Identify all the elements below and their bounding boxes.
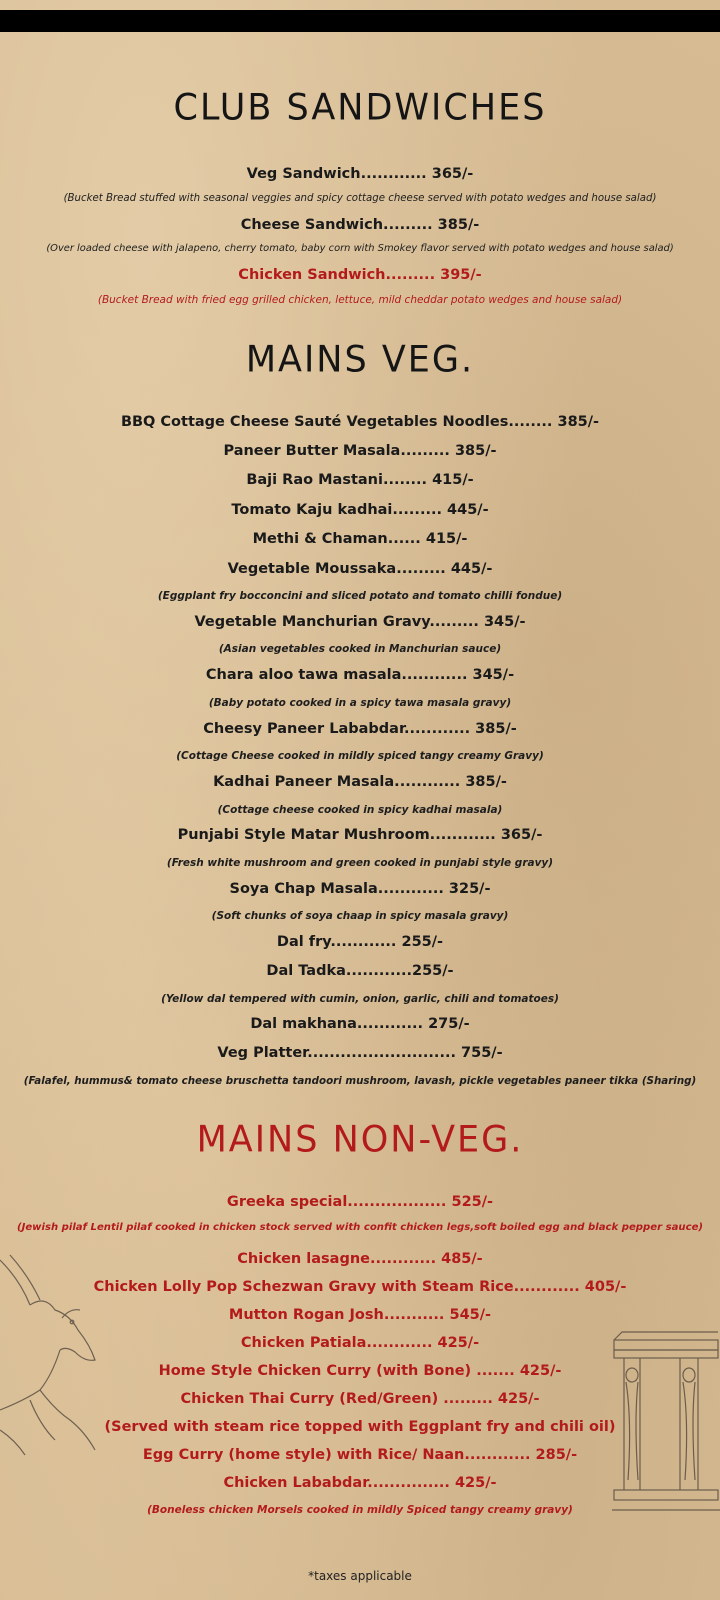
section-title-club-sandwiches: CLUB SANDWICHES [173,87,547,129]
menu-item: Paneer Butter Masala......... 385/- [223,443,497,459]
menu-item-description: (Jewish pilaf Lentil pilaf cooked in chicken stock served with confit chicken legs,soft boiled egg and black pepper sauce) [16,1222,704,1233]
menu-item-description: (Soft chunks of soya chaap in spicy masala gravy) [211,910,509,922]
menu-item-description: (Over loaded cheese with jalapeno, cherry tomato, baby corn with Smokey flavor served with potato wedges and house salad) [46,243,674,254]
menu-item: Tomato Kaju kadhai......... 445/- [231,502,489,518]
menu-item: Dal fry............ 255/- [276,934,444,950]
menu-item: Chicken lasagne............ 485/- [237,1251,483,1267]
greek-column-illustration [612,1330,720,1520]
menu-item: Cheesy Paneer Lababdar............ 385/- [203,721,517,737]
menu-item: Chicken Lababdar............... 425/- [223,1475,497,1491]
menu-item: Greeka special.................. 525/- [226,1194,494,1210]
menu-item: Dal makhana............ 275/- [250,1016,470,1032]
menu-item-cheese-sandwich: Cheese Sandwich......... 385/- [240,217,480,233]
menu-item-description: (Boneless chicken Morsels cooked in mildly Spiced tangy creamy gravy) [147,1504,573,1516]
menu-item: Baji Rao Mastani........ 415/- [246,472,474,488]
menu-item: Egg Curry (home style) with Rice/ Naan............ 285/- [142,1447,578,1463]
menu-item: Vegetable Moussaka......... 445/- [227,561,493,577]
menu-item-description: (Asian vegetables cooked in Manchurian sauce) [218,643,502,655]
deer-illustration [0,1250,110,1480]
section-title-mains-non-veg: MAINS NON-VEG. [196,1119,524,1161]
menu-item: Chicken Patiala............ 425/- [240,1335,480,1351]
taxes-note: *taxes applicable [308,1569,412,1583]
menu-item: Home Style Chicken Curry (with Bone) ....... 425/- [158,1363,562,1379]
menu-item: Chara aloo tawa masala............ 345/- [205,667,515,683]
menu-item-description: (Fresh white mushroom and green cooked in punjabi style gravy) [166,857,554,869]
top-black-bar [0,10,720,32]
menu-item-description: (Cottage Cheese cooked in mildly spiced tangy creamy Gravy) [176,750,544,762]
menu-item: Mutton Rogan Josh........... 545/- [228,1307,492,1323]
menu-item-veg-sandwich: Veg Sandwich............ 365/- [246,166,474,182]
menu-item: Kadhai Paneer Masala............ 385/- [213,774,507,790]
menu-item-description: (Yellow dal tempered with cumin, onion, garlic, chili and tomatoes) [161,993,559,1005]
menu-item-description: (Bucket Bread with fried egg grilled chicken, lettuce, mild cheddar potato wedges and house salad) [97,294,623,306]
menu-item-description: (Falafel, hummus& tomato cheese bruschetta tandoori mushroom, lavash, pickle vegetables paneer tikka (Sharing) [23,1075,697,1087]
menu-item: Chicken Thai Curry (Red/Green) ......... 425/- [180,1391,540,1407]
menu-item: Veg Platter........................... 755/- [217,1045,503,1061]
menu-item: Dal Tadka............255/- [266,963,454,979]
menu-item: Soya Chap Masala............ 325/- [229,881,491,897]
menu-item-description: (Bucket Bread stuffed with seasonal veggies and spicy cottage cheese served with potato wedges and house salad) [63,193,657,204]
menu-item: Chicken Lolly Pop Schezwan Gravy with Steam Rice............ 405/- [93,1279,627,1295]
menu-item: Vegetable Manchurian Gravy......... 345/- [194,614,526,630]
menu-item: Punjabi Style Matar Mushroom............ 365/- [177,827,543,843]
section-title-mains-veg: MAINS VEG. [245,339,475,381]
menu-item-description: (Cottage cheese cooked in spicy kadhai masala) [217,804,503,816]
menu-item: (Served with steam rice topped with Eggplant fry and chili oil) [104,1419,616,1435]
menu-item-description: (Eggplant fry bocconcini and sliced potato and tomato chilli fondue) [157,590,563,602]
menu-item-chicken-sandwich: Chicken Sandwich......... 395/- [238,267,482,283]
menu-item: Methi & Chaman...... 415/- [252,531,468,547]
menu-item: BBQ Cottage Cheese Sauté Vegetables Noodles........ 385/- [120,414,600,430]
menu-item-description: (Baby potato cooked in a spicy tawa masala gravy) [208,697,512,709]
